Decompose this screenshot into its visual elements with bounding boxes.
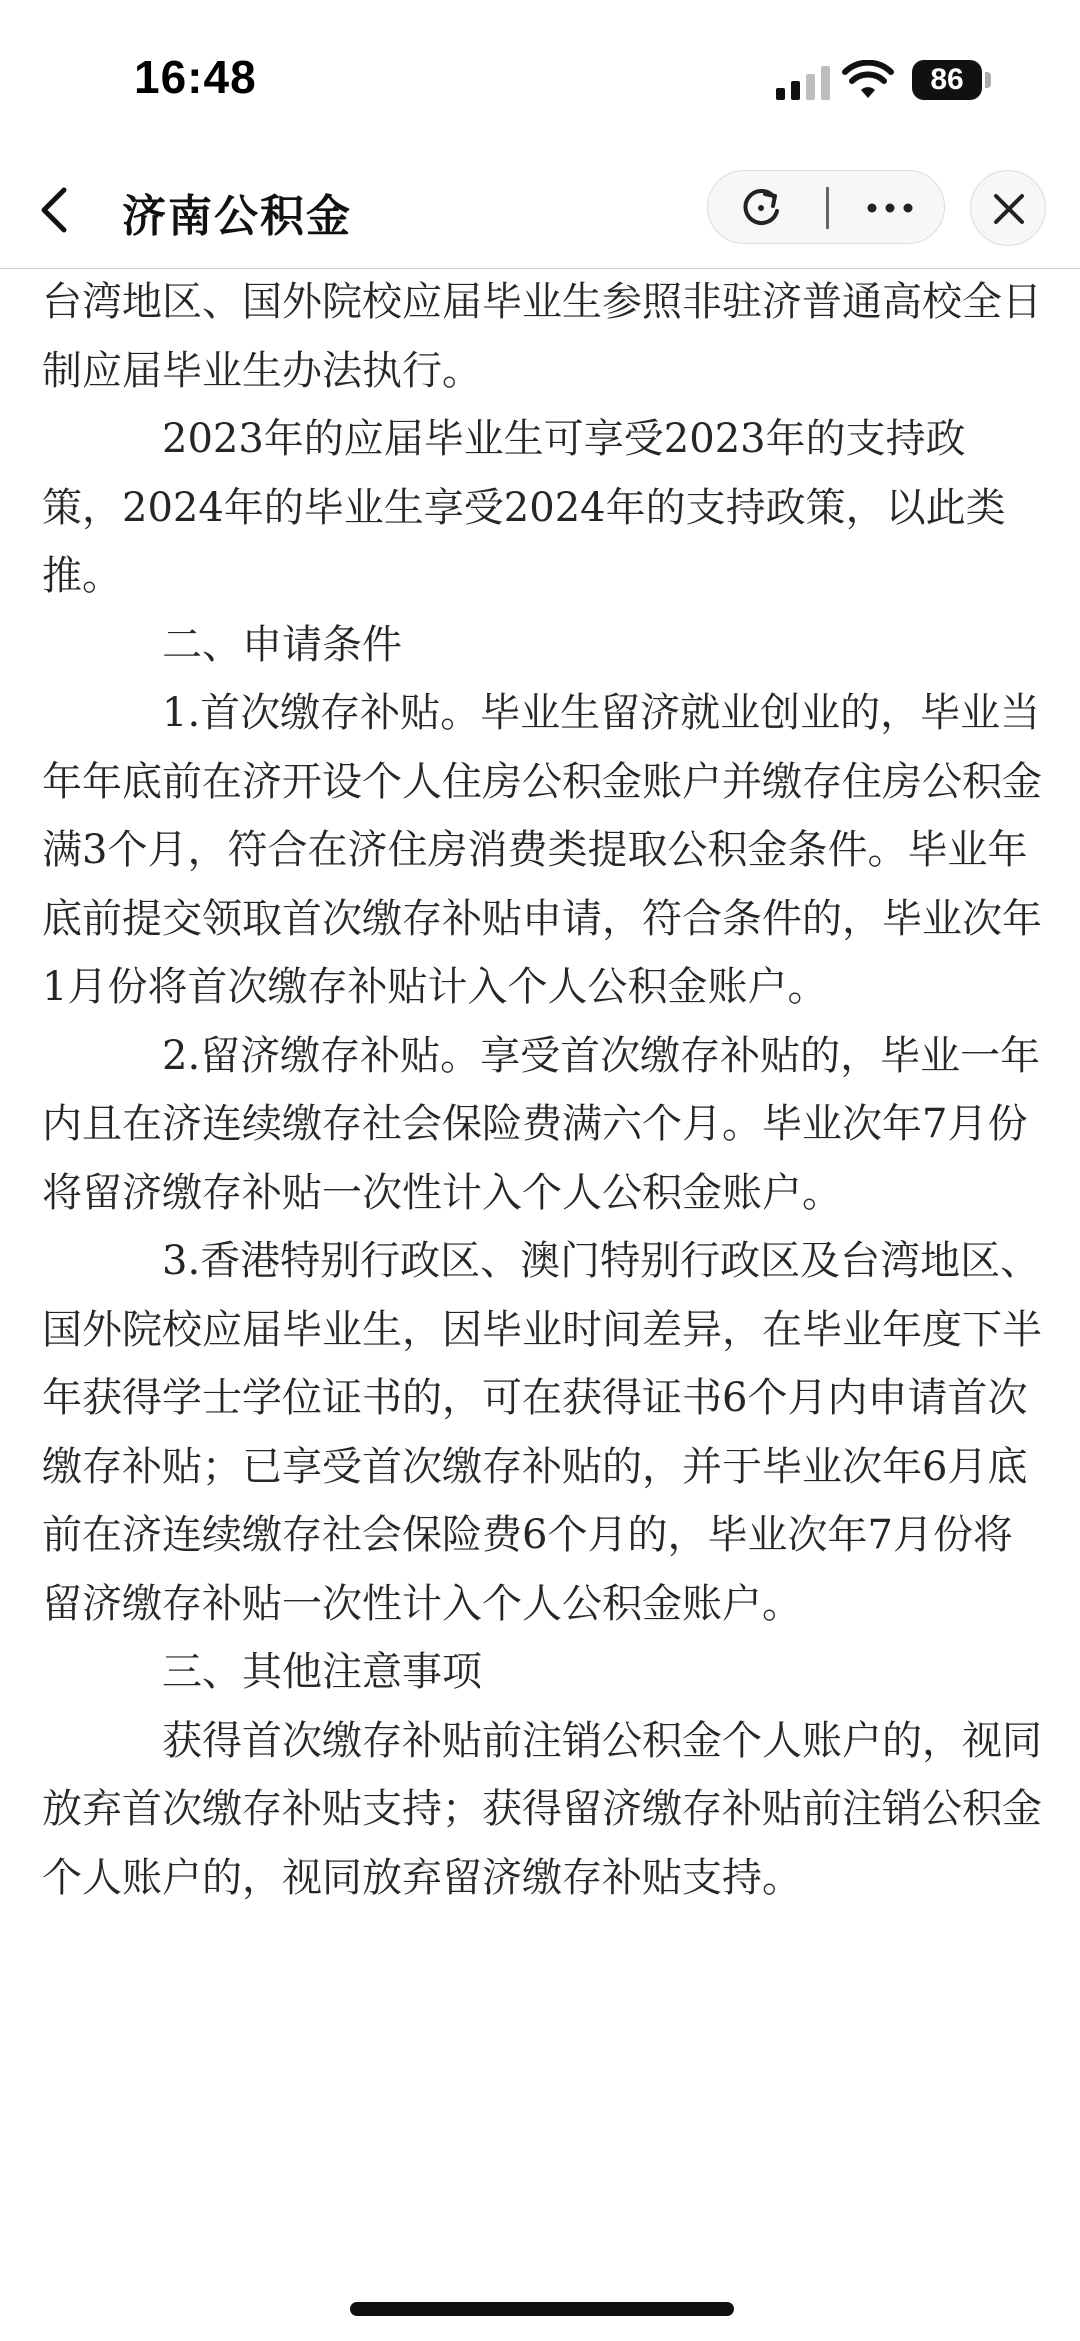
article-paragraph: 3.香港特别行政区、澳门特别行政区及台湾地区、国外院校应届毕业生，因毕业时间差异，在毕业年度下半年获得学士学位证书的，可在获得证书6个月内申请首次缴存补贴；已享受首次缴存补贴的，并于毕业次年6月底前在济连续缴存社会保险费6个月的，毕业次年7月份将留济缴存补贴一次性计入个人公积金账户。 bbox=[42, 1238, 1042, 1627]
article-paragraph: 台湾地区、国外院校应届毕业生参照非驻济普通高校全日制应届毕业生办法执行。 bbox=[42, 279, 1042, 394]
mini-program-capsule bbox=[707, 170, 945, 244]
article-paragraph: 2.留济缴存补贴。享受首次缴存补贴的，毕业一年内且在济连续缴存社会保险费满六个月。毕业次年7月份将留济缴存补贴一次性计入个人公积金账户。 bbox=[42, 1032, 1041, 1216]
home-indicator[interactable] bbox=[350, 2302, 734, 2316]
close-button[interactable] bbox=[970, 170, 1046, 246]
more-horizontal-icon[interactable] bbox=[860, 191, 920, 225]
article-paragraph: 2023年的应届毕业生可享受2023年的支持政策，2024年的毕业生享受2024年的支持政策，以此类推。 bbox=[42, 416, 1006, 599]
battery-level: 86 bbox=[930, 63, 964, 96]
cellular-signal-icon bbox=[776, 66, 836, 100]
status-time: 16:48 bbox=[134, 51, 257, 103]
refresh-icon[interactable] bbox=[738, 185, 784, 231]
section-heading: 二、申请条件 bbox=[162, 621, 402, 668]
article-paragraph: 1.首次缴存补贴。毕业生留济就业创业的，毕业当年年底前在济开设个人住房公积金账户并缴存住房公积金满3个月，符合在济住房消费类提取公积金条件。毕业年底前提交领取首次缴存补贴申请，符合条件的，毕业次年1月份将首次缴存补贴计入个人公积金账户。 bbox=[42, 690, 1042, 1010]
nav-bar bbox=[0, 150, 1080, 269]
section-heading: 三、其他注意事项 bbox=[162, 1649, 482, 1695]
close-icon bbox=[989, 189, 1029, 229]
capsule-divider bbox=[826, 187, 829, 229]
wifi-icon bbox=[842, 60, 894, 100]
article-paragraph: 获得首次缴存补贴前注销公积金个人账户的，视同放弃首次缴存补贴支持；获得留济缴存补贴前注销公积金个人账户的，视同放弃留济缴存补贴支持。 bbox=[42, 1717, 1042, 1901]
chevron-left-icon[interactable] bbox=[30, 180, 80, 240]
status-bar bbox=[0, 0, 1080, 150]
article-content bbox=[42, 268, 1042, 1912]
page-title: 济南公积金 bbox=[122, 191, 352, 242]
battery-icon bbox=[912, 60, 992, 100]
